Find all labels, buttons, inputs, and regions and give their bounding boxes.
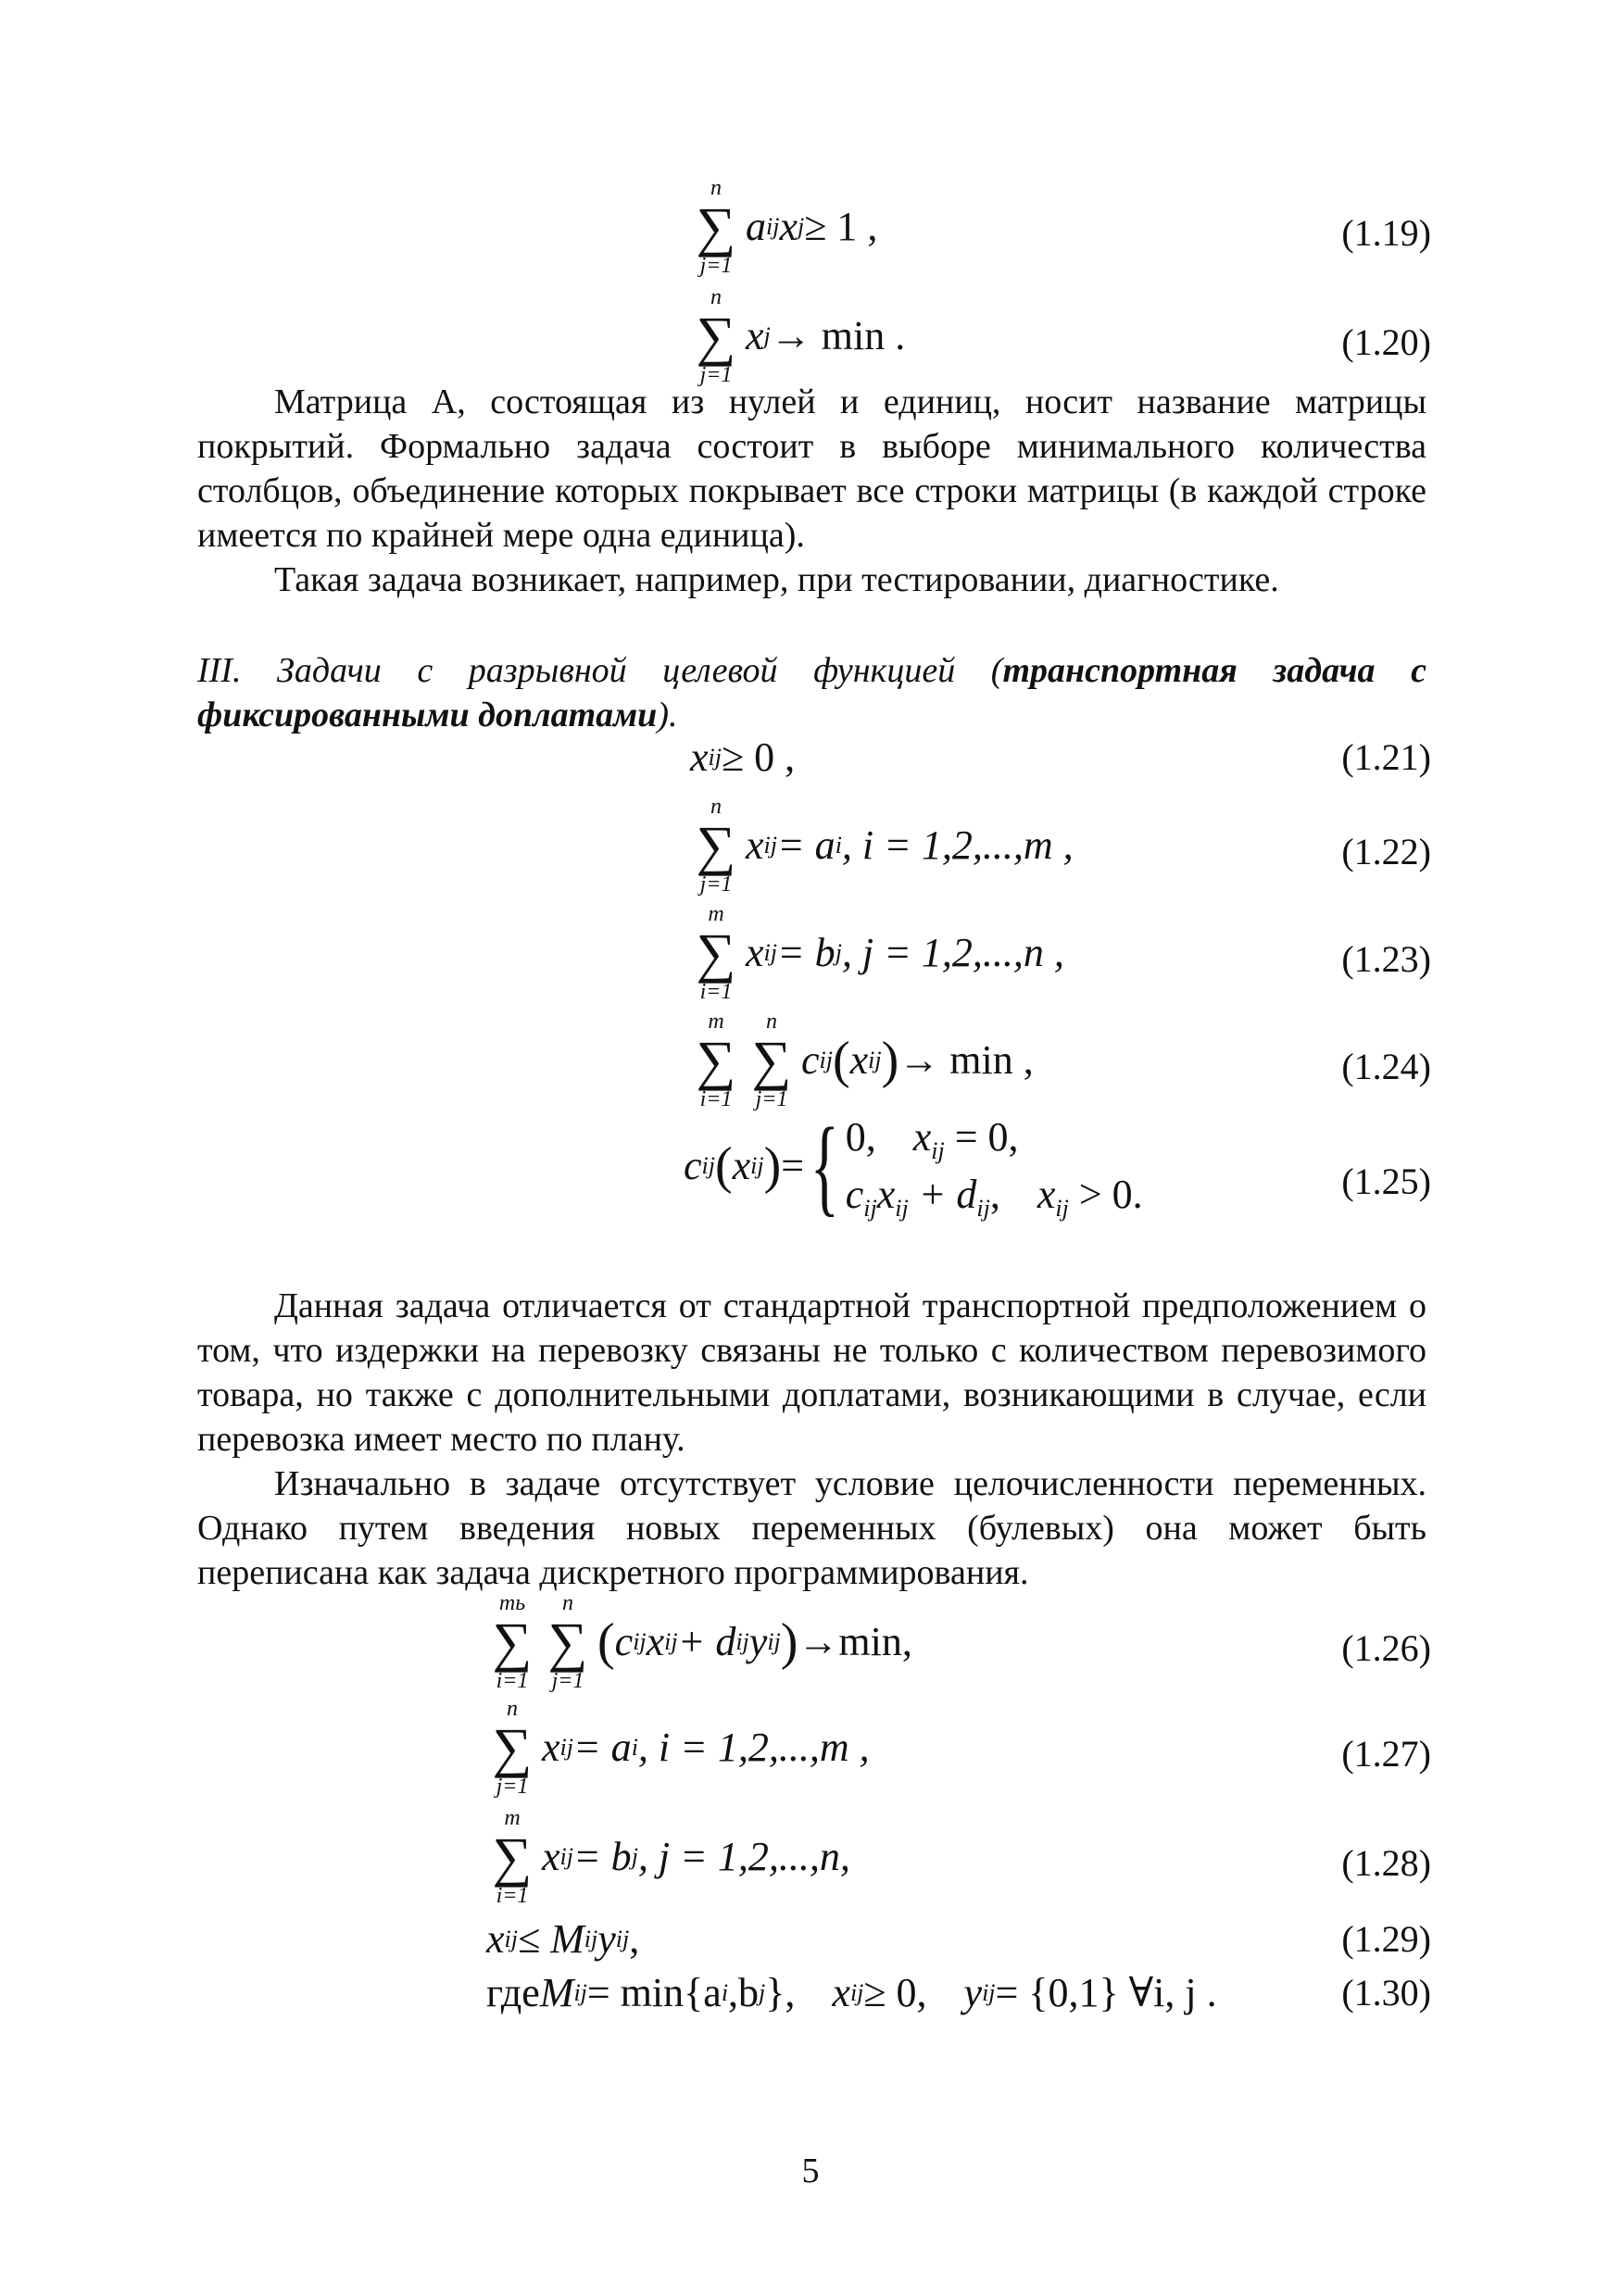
page-number: 5 [801, 2152, 820, 2190]
sum-symbol: m ∑ i=1 [696, 1010, 736, 1111]
equation-number: (1.21) [1341, 736, 1431, 778]
case-2: $c_{ij}x_{ij} + d_{ij}$, $x_{ij} > 0$. [845, 1172, 1143, 1223]
formula: где M ij = min{a i ,b j }, x ij ≥ 0, y ij = {0,1} ∀i, j . [486, 1970, 1217, 2015]
sum-symbol: n ∑ j=1 [492, 1697, 533, 1799]
formula: m ∑ i=1 n ∑ j=1 c ij ( x ij ) → min , [690, 1010, 1034, 1111]
section-heading: III. Задачи с разрывной целевой функцией (транспортная задача с фиксированными доплатами). [197, 651, 1426, 734]
equation-number: (1.27) [1341, 1733, 1431, 1775]
formula: n ∑ j=1 x ij = a i , i = 1,2,...,m , [690, 795, 1074, 897]
formula: x ij ≥ 0 , [690, 734, 796, 780]
equation-number: (1.20) [1341, 321, 1431, 363]
equation-number: (1.22) [1341, 831, 1431, 872]
equation-number: (1.30) [1341, 1972, 1431, 2014]
paragraph-integrality: Изначально в задаче отсутствует условие целочисленности переменных. Однако путем введения новых переменных (булевых) она может быть переписана как задача дискретного программирования. [197, 1464, 1426, 1592]
equation-number: (1.23) [1341, 938, 1431, 980]
formula: n ∑ j=1 a ij x j ≥ 1 , [690, 176, 877, 278]
sum-symbol: n ∑ j=1 [696, 285, 736, 387]
formula: n ∑ j=1 x j → min . [690, 285, 905, 387]
formula: n ∑ j=1 x ij = a i , i = 1,2,...,m , [486, 1697, 870, 1799]
piecewise-cases [845, 1114, 1143, 1223]
equation-number: (1.24) [1341, 1046, 1431, 1087]
formula: mь ∑ i=1 n ∑ j=1 ( c ij x ij + d ij y ij ) →min, [486, 1591, 912, 1693]
sum-symbol: n ∑ j=1 [696, 795, 736, 897]
equation-number: (1.28) [1341, 1842, 1431, 1884]
equation-number: (1.25) [1341, 1161, 1431, 1202]
paragraph-matrix: Матрица A, состоящая из нулей и единиц, носит название матрицы покрытий. Формально задача состоит в выборе минимального количества столбцов, объединение которых покрывает все строки матрицы (в каждой строке имеется по крайней мере одна единица). [197, 383, 1426, 555]
sum-symbol: n ∑ j=1 [751, 1010, 792, 1111]
formula: m ∑ i=1 x ij = b j , j = 1,2,...,n, [486, 1806, 850, 1908]
sum-symbol: m ∑ i=1 [696, 902, 736, 1004]
brace: { [810, 1105, 840, 1226]
case-1: 0, $x_{ij} = 0$, [845, 1114, 1019, 1165]
sum-symbol: n ∑ j=1 [547, 1591, 588, 1693]
sum-symbol: n ∑ j=1 [696, 176, 736, 278]
formula: m ∑ i=1 x ij = b j , j = 1,2,...,n , [690, 902, 1064, 1004]
equation-number: (1.29) [1341, 1918, 1431, 1960]
paragraph-example: Такая задача возникает, например, при тестировании, диагностике. [274, 560, 1279, 599]
formula: x ij ≤ M ij y ij , [486, 1916, 640, 1962]
sum-symbol: mь ∑ i=1 [492, 1591, 533, 1693]
paragraph-description: Данная задача отличается от стандартной транспортной предположением о том, что издержки на перевозку связаны не только с количеством перевозимого товара, но также с дополнительными доплатами, возникающими в случае, если перевозка имеет место по плану. [197, 1286, 1426, 1459]
sum-symbol: m ∑ i=1 [492, 1806, 533, 1908]
equation-number: (1.19) [1341, 212, 1431, 254]
equation-number: (1.26) [1341, 1627, 1431, 1669]
formula: c ij ( x ij ) = { 0, $x_{ij} = 0$, $c_{ij}x_{ij} + d_{ij}$, $x_{ij} > 0$. [684, 1105, 1143, 1226]
